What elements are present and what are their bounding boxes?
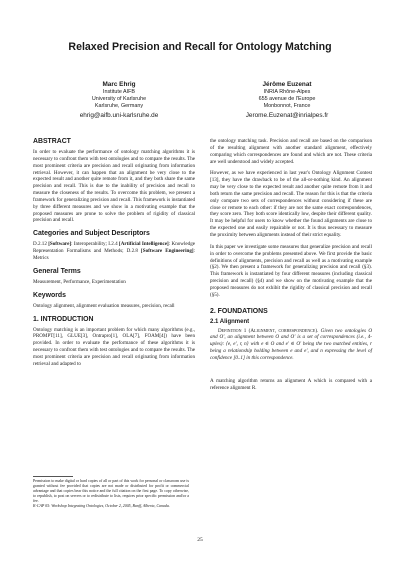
author-affiliation: Monbonnot, France <box>263 103 311 110</box>
author-name: Marc Ehrig <box>102 81 136 88</box>
category-code: : Knowledge Representation Formalisms and Methods; D.2.8 <box>33 241 196 255</box>
abstract-text: In order to evaluate the performance of ontology matching algorithms it is necessary to confront them with test ontologies and to compare the results. The most prominent criteria are precision and recall originating from information retrieval. However, it can happen that an alignment be very close to the expected result and another quite remote from it, and they both share the same precision and recall. This is due to the inability of precision and recall to measure the closeness of the results. To overcome this problem, we present a framework for generalizing precision and recall. This framework is instantiated by three different measures and we show in a motivating example that the proposed measures are prone to solve the problem of rigidity of classical precision and recall. <box>33 149 195 224</box>
introduction-heading: 1. INTRODUCTION <box>33 315 94 323</box>
foundations-heading: 2. FOUNDATIONS <box>210 307 268 315</box>
definition-text: Given two ontologies O and O′, an alignment between O and O′ is a set of correspondences (i.e., 4-uples): ⟨e, e′, r, n⟩ with e ∈ O and e′ ∈ O′ being the two matched entities, r being a relationship holding between e and e′, and n expressing the level of confidence [0..1] in this correspondence. <box>210 327 372 361</box>
keywords-text: Ontology alignment, alignment evaluation measures, precision, recall <box>33 302 175 309</box>
categories-text <box>33 241 195 262</box>
permission-text: Permission to make digital or hard copies of all or part of this work for personal or classroom use is granted without fee provided that copies are not made or distributed for profit or commercial advantage and that copies bear this notice and the full citation on the first page. To copy otherwise, to republish, to post on servers or to redistribute to lists, requires prior specific permission and/or a fee. <box>33 479 189 504</box>
author-email: Jerome.Euzenat@inrialpes.fr <box>245 112 329 120</box>
author-block-2 <box>212 81 362 120</box>
general-terms-heading: General Terms <box>33 267 81 275</box>
category-name: [Software Engineering] <box>141 248 194 255</box>
right-column <box>210 138 372 391</box>
definition-caption: (Alignment, correspondence). <box>246 327 321 334</box>
author-email: ehrig@aifb.uni-karlsruhe.de <box>79 112 159 120</box>
definition-1 <box>210 328 372 362</box>
intro-paragraph: In this paper we investigate some measures that generalize precision and recall in order to overcome the problems presented above. We first provide the basic definitions of alignments, precision and recall as well as a motivating example (§2). We then present a framework for generalizing precision and recall (§3). This framework is instantiated by four different measures (including classical precision and recall) (§4) and we show on the motivating example that the proposed measures do not exhibit the rigidity of classical precision and recall (§5). <box>210 243 372 298</box>
general-terms-text: Measurement, Performance, Experimentation <box>33 278 126 285</box>
author-affiliation: University of Karlsruhe <box>91 96 147 103</box>
copyright-notice <box>33 479 189 510</box>
author-affiliation: Karlsruhe, Germany <box>94 103 144 110</box>
category-code: : Metrics <box>33 248 195 261</box>
author-block-1 <box>44 81 194 120</box>
abstract-heading: ABSTRACT <box>33 138 71 145</box>
paper-title: Relaxed Precision and Recall for Ontology Matching <box>68 41 332 53</box>
definition-label: Definition 1 <box>218 327 247 334</box>
alignment-subheading: 2.1 Alignment <box>210 318 250 325</box>
matching-text: A matching algorithm returns an alignment A which is compared with a reference alignment R. <box>210 377 372 391</box>
category-code: D.2.12 <box>33 241 49 248</box>
author-affiliation: Institute AIFB <box>102 89 136 95</box>
author-affiliation: INRIA Rhône-Alpes <box>263 89 311 95</box>
footnote-rule <box>33 476 73 477</box>
keywords-heading: Keywords <box>33 291 66 299</box>
page-number: 25 <box>197 537 203 543</box>
intro-paragraph: However, as we have experienced in last year's Ontology Alignment Contest [13], they have the drawback to be of the all-or-nothing kind. An alignment may be very close to the expected result and another quite remote from it and both return the same precision and recall. The reason for this is that the criteria only compare two sets of correspondences without considering if these are close or remote to each other: if they are not the same exact correspondences, they score zero. They both score identically low, despite their different quality. It may be helpful for users to know whether the found alignments are close to the expected one and easily repairable or not. It is thus necessary to measure the proximity between alignments instead of their strict equality. <box>210 170 372 238</box>
intro-continuation: the ontology matching task. Precision and recall are based on the comparison of the resulting alignment with another standard alignment, effectively comparing which correspondences are found and which are not. These criteria are well understood and widely accepted. <box>210 138 372 165</box>
left-column <box>33 138 195 368</box>
author-affiliation: 655 avenue de l'Europe <box>258 96 316 103</box>
categories-heading: Categories and Subject Descriptors <box>33 230 150 238</box>
category-name: [Software] <box>48 241 72 248</box>
category-code: : Interoperability; I.2.4 <box>71 241 119 248</box>
category-name: [Artificial Intelligence] <box>119 241 169 248</box>
venue-text: K-CAP 05: Workshop Integrating Ontologies, October 2, 2005, Banff, Alberta, Canada. <box>33 504 170 509</box>
author-name: Jérôme Euzenat <box>262 81 312 88</box>
introduction-text: Ontology matching is an important problem for which many algorithms (e.g., PROMPT[11], GLUE[3], Ontrapro[1], OLA[7], FOAM[4]) have been provided. In order to evaluate the performance of these algorithms it is necessary to confront them with test ontologies and to compare the results. The most prominent criteria are precision and recall originating from information retrieval and adapted to <box>33 326 195 367</box>
